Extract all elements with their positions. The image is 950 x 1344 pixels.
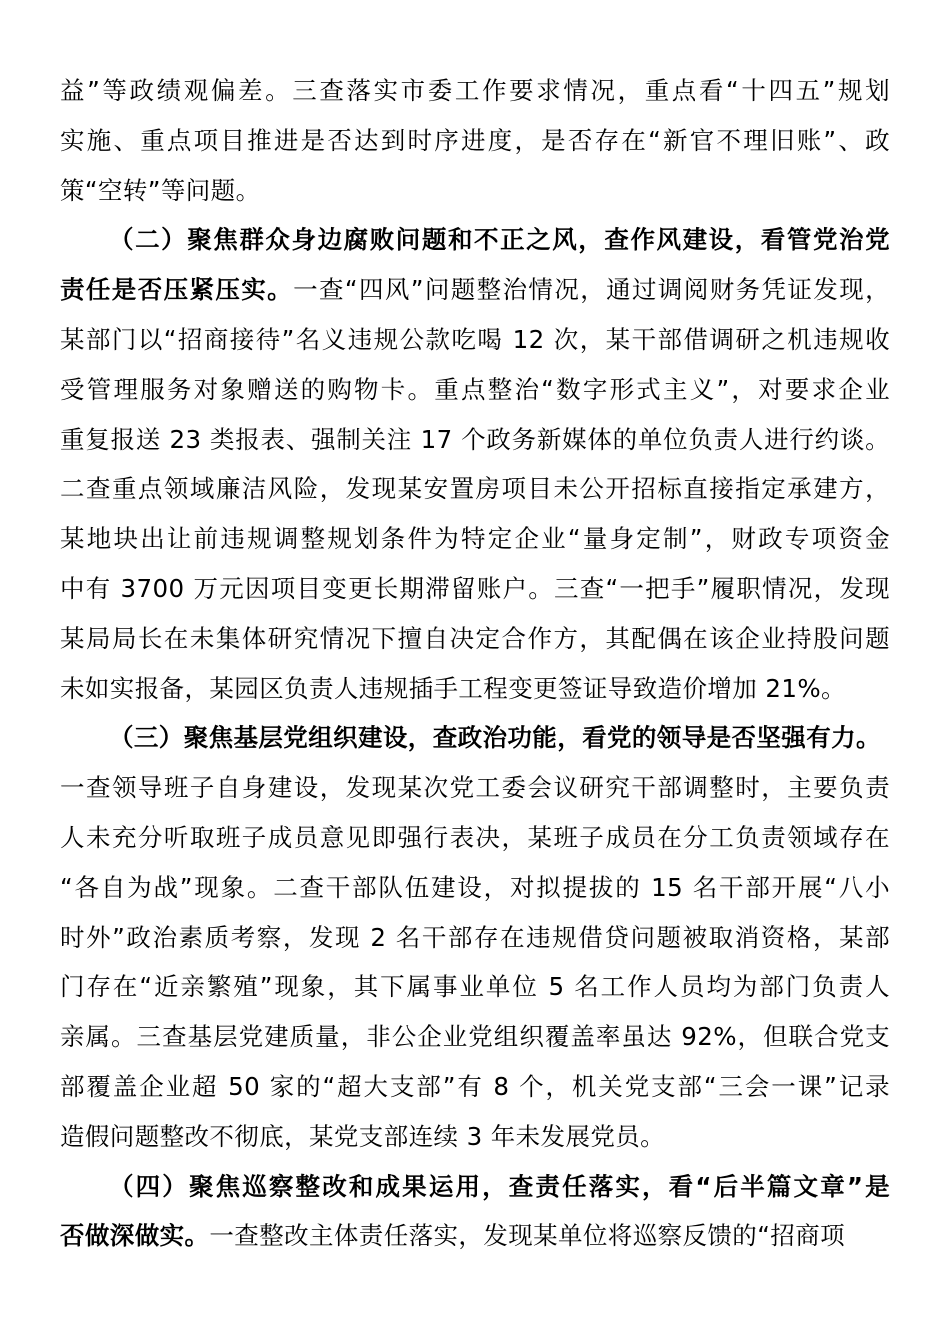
text-line: 二查重点领域廉洁风险，发现某安置房项目未公开招标直接指定承建方，: [60, 474, 890, 504]
text-line: 门存在“近亲繁殖”现象，其下属事业单位 5 名工作人员均为部门负责人: [60, 972, 890, 1002]
text-span: 一查整改主体责任落实，发现某单位将巡察反馈的“招商项: [209, 1221, 845, 1251]
section-heading-4: （四）聚焦巡察整改和成果运用，查责任落实，看“后半篇文章”是: [109, 1171, 890, 1201]
text-line: 实施、重点项目推进是否达到时序进度，是否存在“新官不理旧账”、政: [60, 125, 890, 155]
section-heading-4-cont: 否做深做实。: [60, 1221, 210, 1251]
text-line: 未如实报备，某园区负责人违规插手工程变更签证导致造价增加 21%。: [60, 673, 846, 703]
text-line: 人未充分听取班子成员意见即强行表决，某班子成员在分工负责领域存在: [60, 822, 890, 852]
text-line: 中有 3700 万元因项目变更长期滞留账户。三查“一把手”履职情况，发现: [60, 573, 890, 603]
text-line: “各自为战”现象。二查干部队伍建设，对拟提拔的 15 名干部开展“八小: [60, 872, 890, 902]
section-heading-2: （二）聚焦群众身边腐败问题和不正之风，查作风建设，看管党治党: [109, 225, 890, 255]
text-line: 一查领导班子自身建设，发现某次党工委会议研究干部调整时，主要负责: [60, 773, 890, 803]
text-line: 亲属。三查基层党建质量，非公企业党组织覆盖率虽达 92%，但联合党支: [60, 1022, 890, 1052]
text-line: 部覆盖企业超 50 家的“超大支部”有 8 个，机关党支部“三会一课”记录: [60, 1071, 890, 1101]
text-line: 某部门以“招商接待”名义违规公款吃喝 12 次，某干部借调研之机违规收: [60, 324, 890, 354]
text-line: 策“空转”等问题。: [60, 175, 261, 205]
text-line: 某局局长在未集体研究情况下擅自决定合作方，其配偶在该企业持股问题: [60, 623, 890, 653]
text-line: 造假问题整改不彻底，某党支部连续 3 年未发展党员。: [60, 1121, 666, 1151]
text-line: 受管理服务对象赠送的购物卡。重点整治“数字形式主义”，对要求企业: [60, 374, 890, 404]
document-body: [60, 66, 890, 1261]
text-span: 一查“四风”问题整治情况，通过调阅财务凭证发现，: [293, 275, 890, 305]
section-heading-2-cont: 责任是否压紧压实。: [60, 275, 294, 305]
text-line: [60, 1211, 890, 1261]
text-line: 时外”政治素质考察，发现 2 名干部存在违规借贷问题被取消资格，某部: [60, 922, 890, 952]
text-line: 重复报送 23 类报表、强制关注 17 个政务新媒体的单位负责人进行约谈。: [60, 424, 890, 454]
section-heading-3: （三）聚焦基层党组织建设，查政治功能，看党的领导是否坚强有力。: [109, 723, 881, 753]
text-line: 益”等政绩观偏差。三查落实市委工作要求情况，重点看“十四五”规划: [60, 76, 890, 105]
text-line: [60, 265, 890, 315]
text-line: 某地块出让前违规调整规划条件为特定企业“量身定制”，财政专项资金: [60, 524, 890, 554]
